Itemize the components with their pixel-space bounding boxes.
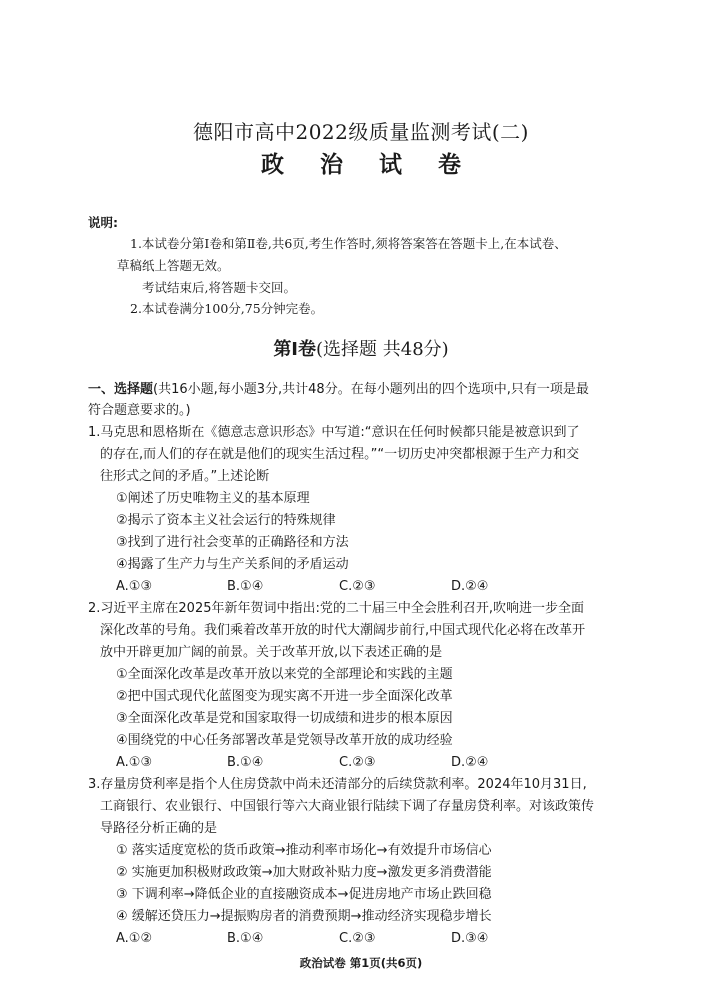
question-2-choice-c: C.②③: [339, 755, 376, 770]
notes-line: 考试结束后,将答题卡交回。: [142, 280, 296, 295]
question-1-line: 往形式之间的矛盾。”上述论断: [100, 469, 270, 484]
part-one-intro: [88, 381, 589, 399]
question-3-line: 工商银行、农业银行、中国银行等六大商业银行陆续下调了存量房贷利率。对该政策传: [100, 799, 595, 814]
question-1-option: ②揭示了资本主义社会运行的特殊规律: [116, 513, 336, 528]
section-title-rest: (选择题 共48分): [316, 339, 449, 360]
question-3-option: ③ 下调利率→降低企业的直接融资成本→促进房地产市场止跌回稳: [116, 887, 492, 902]
question-3-option: ④ 缓解还贷压力→提振购房者的消费预期→推动经济实现稳步增长: [116, 909, 492, 924]
question-3-option: ① 落实适度宽松的货币政策→推动利率市场化→有效提升市场信心: [116, 843, 492, 858]
question-2-option: ③全面深化改革是党和国家取得一切成绩和进步的根本原因: [116, 711, 453, 726]
section-title: [0, 335, 722, 361]
question-1-option: ①阐述了历史唯物主义的基本原理: [116, 491, 310, 506]
question-2-option: ④围绕党的中心任务部署改革是党领导改革开放的成功经验: [116, 733, 453, 748]
question-2-choice-b: B.①④: [227, 755, 264, 770]
notes-line: 1.本试卷分第Ⅰ卷和第Ⅱ卷,共6页,考生作答时,须将答案答在答题卡上,在本试卷、: [130, 236, 567, 251]
question-1-choice-d: D.②④: [451, 579, 489, 594]
subject-title: 政 治 试 卷: [260, 152, 476, 178]
question-2-choice-a: A.①③: [116, 755, 153, 770]
notes-line: 2.本试卷满分100分,75分钟完卷。: [130, 301, 324, 316]
question-1-option: ④揭露了生产力与生产关系间的矛盾运动: [116, 557, 349, 572]
part-one-intro-line2: 符合题意要求的。): [88, 403, 191, 418]
question-2-line: 深化改革的号角。我们乘着改革开放的时代大潮阔步前行,中国式现代化必将在改革开: [100, 623, 586, 638]
question-3-line: 3.存量房贷利率是指个人住房贷款中尚未还清部分的后续贷款利率。2024年10月31日,: [88, 777, 587, 792]
question-1-option: ③找到了进行社会变革的正确路径和方法: [116, 535, 349, 550]
part-one-intro-text: (共16小题,每小题3分,共计48分。在每小题列出的四个选项中,只有一项是最: [153, 382, 589, 397]
question-1-line: 1.马克思和恩格斯在《德意志意识形态》中写道:“意识在任何时候都只能是被意识到了: [88, 425, 580, 440]
question-3-option: ② 实施更加积极财政政策→加大财政补贴力度→激发更多消费潜能: [116, 865, 492, 880]
question-3-choice-c: C.②③: [339, 931, 376, 946]
notes-label: 说明:: [88, 215, 118, 230]
question-2-option: ①全面深化改革是改革开放以来党的全部理论和实践的主题: [116, 667, 453, 682]
exam-title: 德阳市高中2022级质量监测考试(二): [192, 120, 529, 144]
notes-line: 草稿纸上答题无效。: [117, 258, 230, 273]
question-1-choice-c: C.②③: [339, 579, 376, 594]
question-2-option: ②把中国式现代化蓝图变为现实离不开进一步全面深化改革: [116, 689, 453, 704]
question-1-choice-b: B.①④: [227, 579, 264, 594]
question-2-line: 放中开辟更加广阔的前景。关于改革开放,以下表述正确的是: [100, 645, 443, 660]
question-2-choice-d: D.②④: [451, 755, 489, 770]
question-3-line: 导路径分析正确的是: [100, 821, 218, 836]
question-1-line: 的存在,而人们的存在就是他们的现实生活过程。”“一切历史冲突都根源于生产力和交: [100, 447, 580, 462]
question-2-line: 2.习近平主席在2025年新年贺词中指出:党的二十届三中全会胜利召开,吹响进一步全面: [88, 601, 585, 616]
question-3-choice-a: A.①②: [116, 931, 153, 946]
section-title-bold: 第Ⅰ卷: [273, 339, 317, 360]
question-1-choice-a: A.①③: [116, 579, 153, 594]
part-one-heading: 一、选择题: [88, 382, 154, 397]
page-footer: 政治试卷 第1页(共6页): [299, 956, 423, 970]
question-3-choice-d: D.③④: [451, 931, 489, 946]
question-3-choice-b: B.①④: [227, 931, 264, 946]
